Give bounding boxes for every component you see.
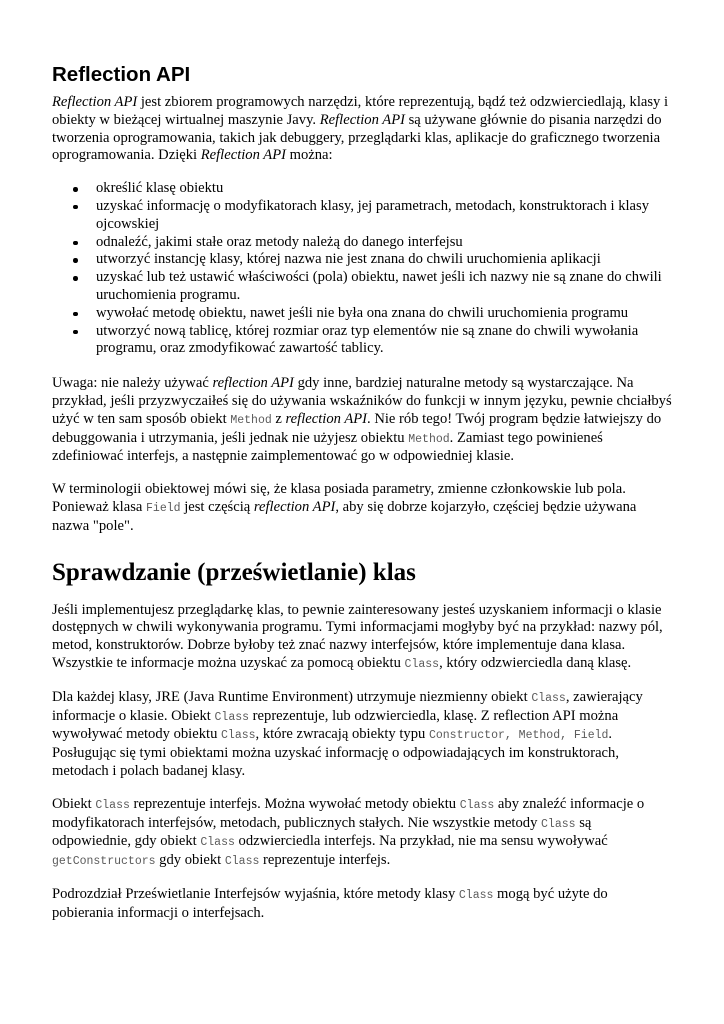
code-inline: Class bbox=[214, 710, 250, 724]
list-item: uzyskać lub też ustawić właściwości (pola) obiektu, nawet jeśli ich nazwy nie są znane do chwili uruchomienia programu. bbox=[96, 269, 672, 305]
text-run: Podrozdział Prześwietlanie Interfejsów wyjaśnia, które metody klasy bbox=[52, 885, 459, 902]
text-run: można: bbox=[285, 147, 333, 164]
text-run: z bbox=[271, 410, 286, 427]
text-run: odzwierciedla interfejs. Na przykład, nie ma sensu wywoływać bbox=[234, 833, 608, 850]
code-inline: Class bbox=[224, 855, 260, 869]
code-inline: Class bbox=[95, 798, 130, 812]
code-inline: Class bbox=[531, 691, 566, 705]
text-run: , który odzwierciedla daną klasę. bbox=[439, 654, 632, 671]
code-inline: Method bbox=[230, 413, 272, 427]
section-title-class-inspection: Sprawdzanie (prześwietlanie) klas bbox=[52, 558, 416, 586]
jre-paragraph bbox=[52, 689, 672, 781]
list-item: odnaleźć, jakimi stałe oraz metody należą do danego interfejsu bbox=[96, 234, 672, 252]
text-run: są używane głównie do pisania narzędzi do tworzenia oprogramowania, takich jak debuggery, przeglądarki klas, aplikacje do graficznego tworzenia oprogramowania. Dzięki bbox=[52, 111, 662, 164]
code-inline: Class bbox=[458, 888, 494, 902]
text-run: Jeśli implementujesz przeglądarkę klas, to pewnie zainteresowany jesteś uzyskaniem informacji o klasie dostępnych w chwili wykonywania programu. Tymi informacjami mogłyby być na przykład: nazwy pól, metod, konstruktorów. Dobrze byłoby też znać nazwy interfejsów, które implementuje dana klasa. Wszystkie te informacje można uzyskać za pomocą obiektu bbox=[52, 601, 663, 671]
text-run: Obiekt bbox=[52, 795, 96, 812]
text-run: mogą być użyte do pobierania informacji o interfejsach. bbox=[52, 885, 608, 921]
text-run: . Nie rób tego! Twój program będzie łatwiejszy do debuggowania i utrzymania, jeśli jednak nie użyjesz obiektu bbox=[52, 410, 662, 446]
text-run: , aby się dobrze kojarzyło, częściej będzie używana nazwa "pole". bbox=[52, 498, 637, 534]
code-inline: Class bbox=[200, 836, 235, 850]
terminology-paragraph bbox=[52, 481, 672, 535]
list-item: utworzyć instancję klasy, której nazwa nie jest znana do chwili uruchomienia aplikacji bbox=[96, 251, 672, 269]
term-italic: Reflection API bbox=[319, 111, 405, 128]
code-inline: Field bbox=[146, 501, 181, 515]
term-italic: reflection API bbox=[212, 375, 294, 392]
text-run: Uwaga: nie należy używać bbox=[52, 375, 213, 392]
text-run: aby znaleźć informacje o modyfikatorach interfejsów, metodach, publicznych stałych. Nie wszystkie metody bbox=[52, 795, 645, 831]
text-run: , zawierający informacje o klasie. Obiekt bbox=[52, 688, 643, 724]
term-italic: Reflection API bbox=[200, 147, 286, 164]
interface-paragraph bbox=[52, 796, 672, 871]
text-run: . Zamiast tego powinieneś zdefiniować interfejs, a następnie zaimplementować go w odpowiedniej klasie. bbox=[52, 429, 603, 465]
term-italic: reflection API bbox=[253, 498, 336, 515]
warning-paragraph bbox=[52, 375, 672, 466]
text-run: reprezentuje interfejs. bbox=[259, 852, 391, 869]
class-browser-paragraph bbox=[52, 602, 672, 674]
list-item: utworzyć nową tablicę, której rozmiar oraz typ elementów nie są znane do chwili wywołania programu, oraz zmodyfikować zawartość tablicy. bbox=[96, 323, 672, 359]
text-run: W terminologii obiektowej mówi się, że klasa posiada parametry, zmienne członkowskie lub pola. Ponieważ klasa bbox=[52, 481, 626, 515]
intro-paragraph bbox=[52, 94, 672, 165]
text-run: jest zbiorem programowych narzędzi, które reprezentują, bądź też odzwierciedlają, klasy i obiekty w bieżącej wirtualnej maszynie Javy. bbox=[52, 94, 669, 128]
text-run: jest częścią bbox=[180, 498, 254, 515]
section-title-reflection-api: Reflection API bbox=[52, 63, 191, 86]
code-inline: getConstructors bbox=[52, 855, 156, 869]
text-run: . Posługując się tymi obiektami można uzyskać informację o odpowiadających im konstruktorach, metodach i polach badanej klasy. bbox=[52, 726, 619, 779]
text-run: gdy obiekt bbox=[155, 852, 225, 869]
text-run: reprezentuje, lub odzwierciedla, klasę. Z reflection API można wywoływać metody obiektu bbox=[52, 707, 619, 743]
term-italic: Reflection API bbox=[52, 94, 138, 110]
term-italic: reflection API bbox=[285, 410, 368, 427]
code-inline: Class bbox=[541, 817, 576, 831]
list-item: wywołać metodę obiektu, nawet jeśli nie była ona znana do chwili uruchomienia programu bbox=[96, 305, 672, 323]
text-run: reprezentuje interfejs. Można wywołać metody obiektu bbox=[129, 795, 460, 812]
text-run: Dla każdej klasy, JRE (Java Runtime Environment) utrzymuje niezmienny obiekt bbox=[52, 688, 532, 705]
code-inline: Method bbox=[408, 432, 450, 446]
text-run: są odpowiednie, gdy obiekt bbox=[52, 814, 592, 850]
code-inline: Class bbox=[404, 657, 440, 671]
text-run: , które zwracają obiekty typu bbox=[255, 726, 429, 743]
list-item: określić klasę obiektu bbox=[96, 180, 672, 198]
text-run: gdy inne, bardziej naturalne metody są wystarczające. Na przykład, jeśli przyzwyczaiłeś się do używania wskaźników do funkcji w innym języku, pewnie chciałbyś użyć w ten sam sposób obiekt bbox=[52, 375, 672, 427]
list-item: uzyskać informację o modyfikatorach klasy, jej parametrach, metodach, konstruktorach i klasy ojcowskiej bbox=[96, 198, 672, 234]
subsection-reference-paragraph bbox=[52, 886, 672, 923]
code-inline: Constructor, Method, Field bbox=[428, 729, 609, 743]
capabilities-list bbox=[52, 180, 672, 358]
code-inline: Class bbox=[459, 798, 495, 812]
code-inline: Class bbox=[221, 729, 256, 743]
